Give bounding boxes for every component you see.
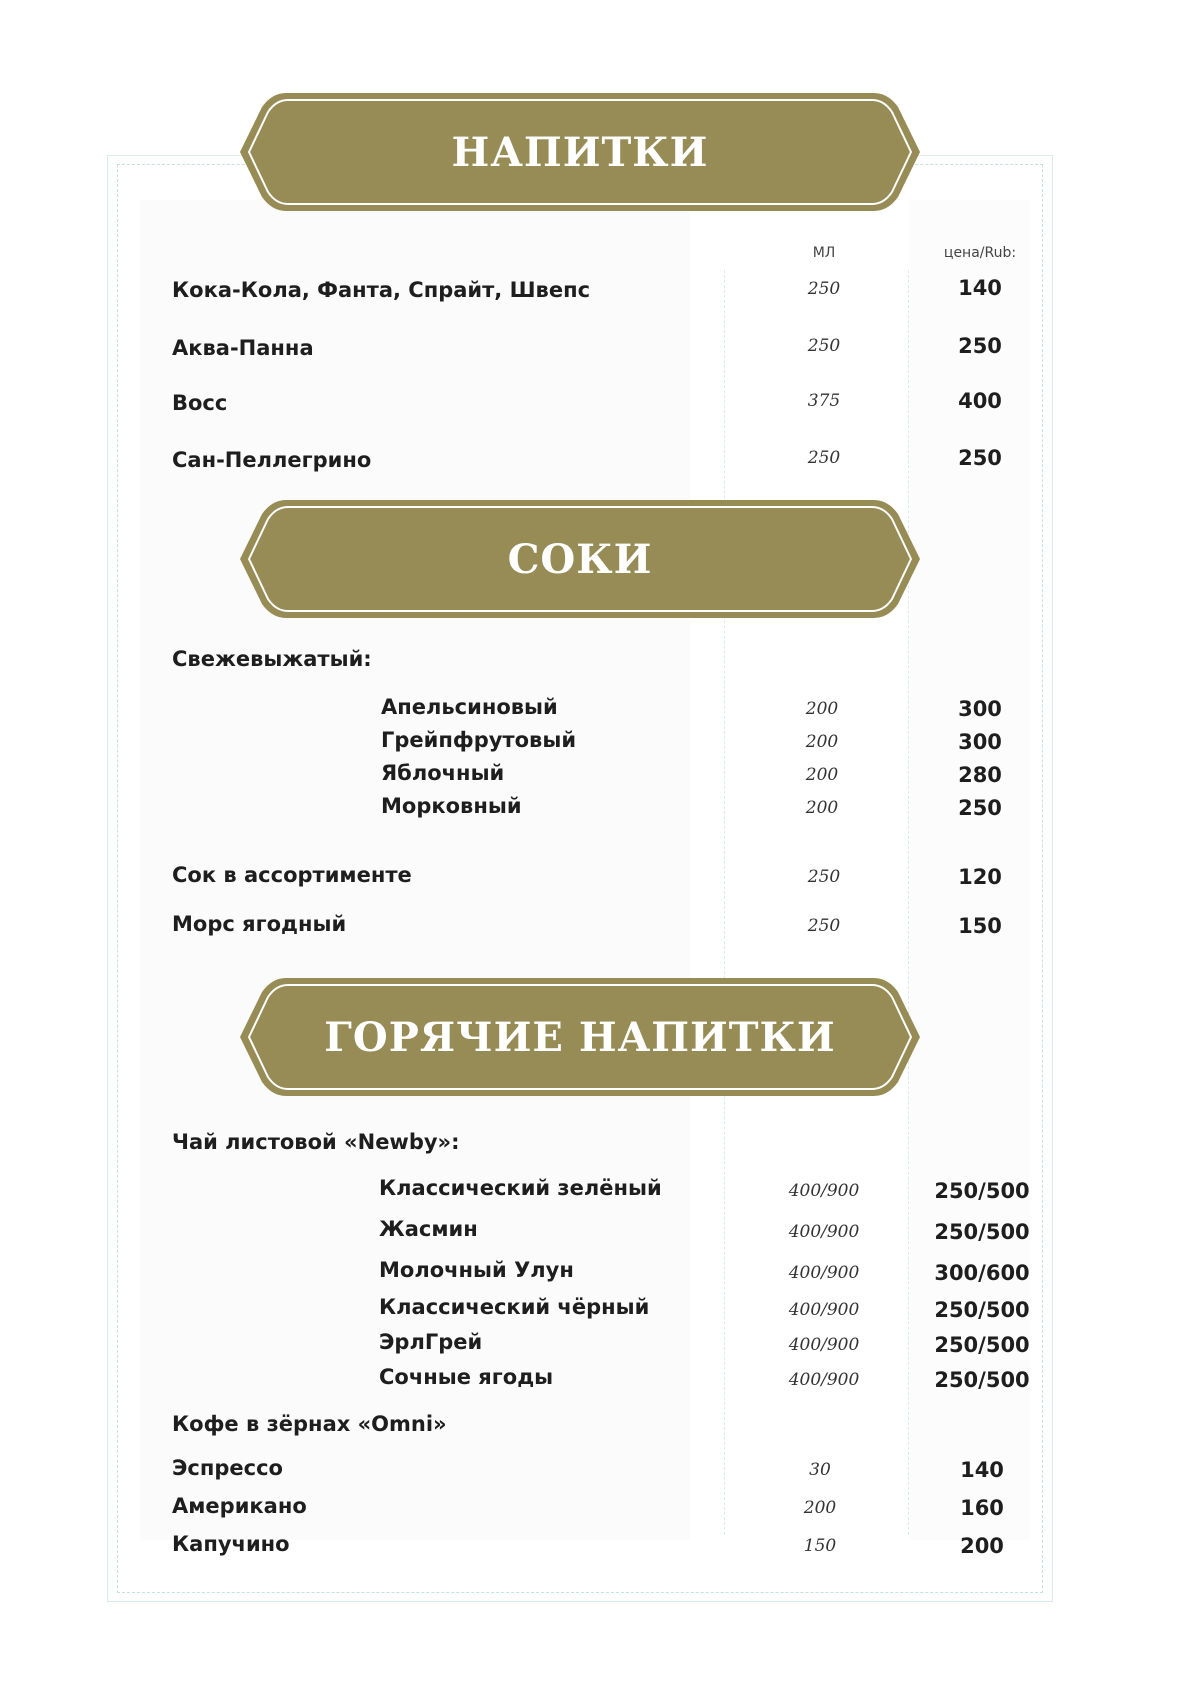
item-price: 300 [958, 697, 1002, 721]
item-name: Американо [172, 1494, 307, 1518]
item-volume: 250 [807, 916, 841, 936]
item-price: 140 [958, 276, 1002, 300]
item-volume: 400/900 [788, 1300, 860, 1320]
item-name: Жасмин [379, 1217, 478, 1241]
item-name: Капучино [172, 1532, 290, 1556]
item-name: ЭрлГрей [379, 1330, 483, 1354]
section-title: НАПИТКИ [451, 128, 709, 176]
item-name: Классический чёрный [379, 1295, 650, 1319]
item-name: Кока-Кола, Фанта, Спрайт, Швепс [172, 278, 591, 302]
category-label: Чай листовой «Newby»: [172, 1130, 460, 1154]
item-name: Эспрессо [172, 1456, 283, 1480]
item-volume: 30 [809, 1460, 831, 1480]
item-volume: 400/900 [788, 1263, 860, 1283]
column-divider [908, 270, 909, 1535]
item-volume: 400/900 [788, 1335, 860, 1355]
item-volume: 250 [807, 336, 841, 356]
item-name: Морковный [381, 794, 522, 818]
item-name: Классический зелёный [379, 1176, 662, 1200]
item-volume: 150 [803, 1536, 837, 1556]
item-price: 400 [958, 389, 1002, 413]
item-price: 200 [960, 1534, 1004, 1558]
item-price: 280 [958, 763, 1002, 787]
item-name: Морс ягодный [172, 912, 347, 936]
item-volume: 400/900 [788, 1181, 860, 1201]
item-price: 300 [958, 730, 1002, 754]
item-volume: 400/900 [788, 1222, 860, 1242]
item-name: Аква-Панна [172, 336, 314, 360]
item-volume: 400/900 [788, 1370, 860, 1390]
item-volume: 250 [807, 867, 841, 887]
category-label: Свежевыжатый: [172, 647, 372, 671]
item-volume: 250 [807, 448, 841, 468]
item-name: Яблочный [381, 761, 505, 785]
item-price: 160 [960, 1496, 1004, 1520]
item-volume: 200 [805, 765, 839, 785]
item-name: Молочный Улун [379, 1258, 574, 1282]
column-divider [724, 270, 725, 1535]
item-price: 140 [960, 1458, 1004, 1482]
section-title: СОКИ [507, 535, 653, 583]
item-price: 250 [958, 334, 1002, 358]
item-price: 300/600 [934, 1261, 1030, 1285]
item-price: 250/500 [934, 1368, 1030, 1392]
item-name: Восс [172, 391, 228, 415]
item-price: 250/500 [934, 1220, 1030, 1244]
price-header: цена/Rub: [943, 245, 1017, 261]
item-name: Сок в ассортименте [172, 863, 412, 887]
item-volume: 200 [805, 699, 839, 719]
item-name: Сан-Пеллегрино [172, 448, 372, 472]
section-banner [238, 976, 922, 1098]
item-name: Сочные ягоды [379, 1365, 554, 1389]
section-banner [238, 498, 922, 620]
item-volume: 375 [807, 391, 841, 411]
volume-header: МЛ [812, 245, 836, 261]
item-volume: 200 [803, 1498, 837, 1518]
item-price: 150 [958, 914, 1002, 938]
item-price: 250/500 [934, 1179, 1030, 1203]
item-volume: 200 [805, 798, 839, 818]
item-name: Грейпфрутовый [381, 728, 577, 752]
item-price: 120 [958, 865, 1002, 889]
category-label: Кофе в зёрнах «Omni» [172, 1412, 447, 1436]
item-price: 250 [958, 446, 1002, 470]
item-price: 250/500 [934, 1333, 1030, 1357]
item-volume: 200 [805, 732, 839, 752]
section-title: ГОРЯЧИЕ НАПИТКИ [324, 1013, 836, 1061]
item-volume: 250 [807, 279, 841, 299]
section-banner [238, 91, 922, 213]
item-price: 250 [958, 796, 1002, 820]
item-price: 250/500 [934, 1298, 1030, 1322]
item-name: Апельсиновый [381, 695, 558, 719]
